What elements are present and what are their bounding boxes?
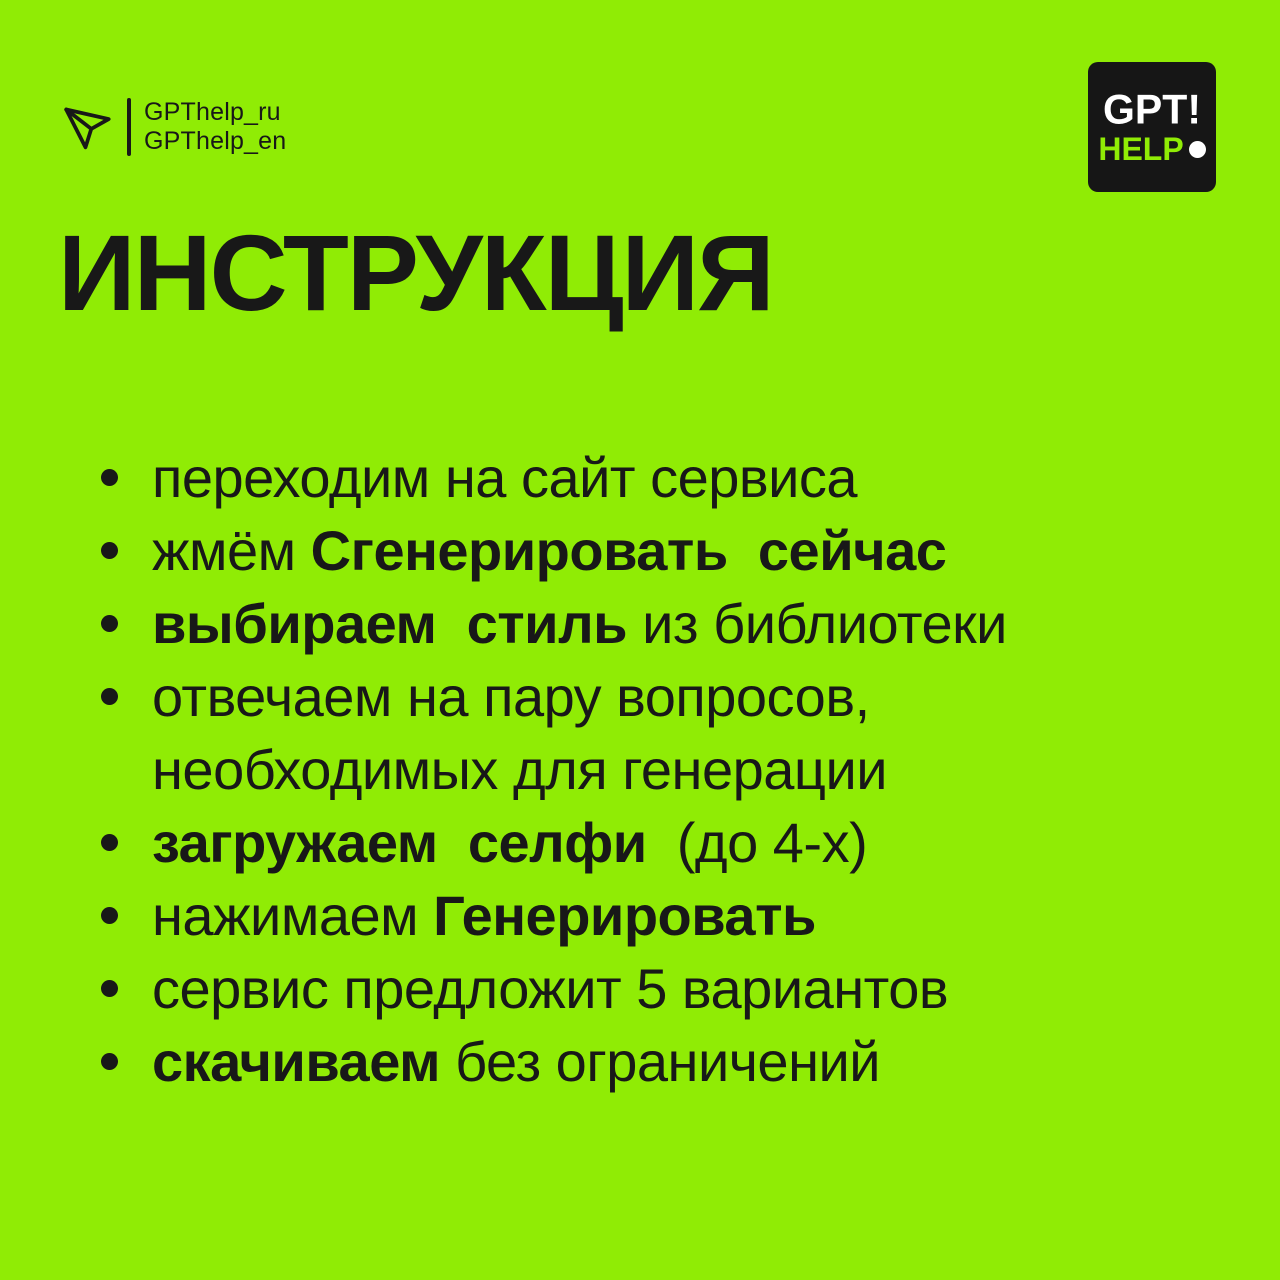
page-title: ИНСТРУКЦИЯ	[58, 212, 773, 333]
item-text: без ограничений	[440, 1030, 881, 1093]
item-text: (до 4-х)	[646, 811, 868, 874]
instruction-item-1	[96, 441, 1176, 514]
item-text: нажимаем	[152, 884, 434, 947]
item-text-bold: Генерировать	[433, 884, 816, 947]
item-text: сервис предложит 5 вариантов	[152, 957, 949, 1020]
instruction-item-7	[96, 952, 1176, 1025]
bullet-icon	[101, 469, 118, 486]
vertical-divider	[127, 98, 131, 156]
instruction-item-5	[96, 806, 1176, 879]
instruction-item-4	[96, 660, 1176, 806]
instruction-list	[96, 441, 1176, 1098]
bullet-icon	[101, 615, 118, 632]
instruction-item-3	[96, 587, 1176, 660]
item-text-bold: выбираем стиль	[152, 592, 628, 655]
item-text-bold: загружаем селфи	[152, 811, 647, 874]
item-text: переходим на сайт сервиса	[152, 446, 858, 509]
logo-top-text: GPT!	[1103, 85, 1201, 133]
instruction-item-8	[96, 1025, 1176, 1098]
logo-bottom-row	[1098, 133, 1205, 165]
instruction-item-2	[96, 514, 1176, 587]
item-text: отвечаем на пару вопросов,	[152, 665, 870, 728]
channel-name-en: GPThelp_en	[144, 127, 287, 155]
channel-names	[144, 98, 286, 156]
bullet-icon	[101, 688, 118, 705]
logo-bottom-text: HELP	[1098, 131, 1184, 167]
item-text: жмём	[152, 519, 311, 582]
bullet-icon	[101, 834, 118, 851]
item-text-bold: Сгенерировать сейчас	[310, 519, 947, 582]
logo-exclamation-dot-icon	[1189, 141, 1206, 158]
item-text-bold: скачиваем	[152, 1030, 441, 1093]
bullet-icon	[101, 542, 118, 559]
bullet-icon	[101, 907, 118, 924]
instruction-item-6	[96, 879, 1176, 952]
bullet-icon	[101, 980, 118, 997]
telegram-paper-plane-icon	[62, 100, 117, 155]
item-text: необходимых для генерации	[152, 738, 888, 801]
channel-name-ru: GPThelp_ru	[144, 98, 281, 126]
gpt-help-logo	[1088, 62, 1216, 192]
item-text: из библиотеки	[627, 592, 1007, 655]
bullet-icon	[101, 1053, 118, 1070]
telegram-channels-block	[64, 98, 286, 156]
